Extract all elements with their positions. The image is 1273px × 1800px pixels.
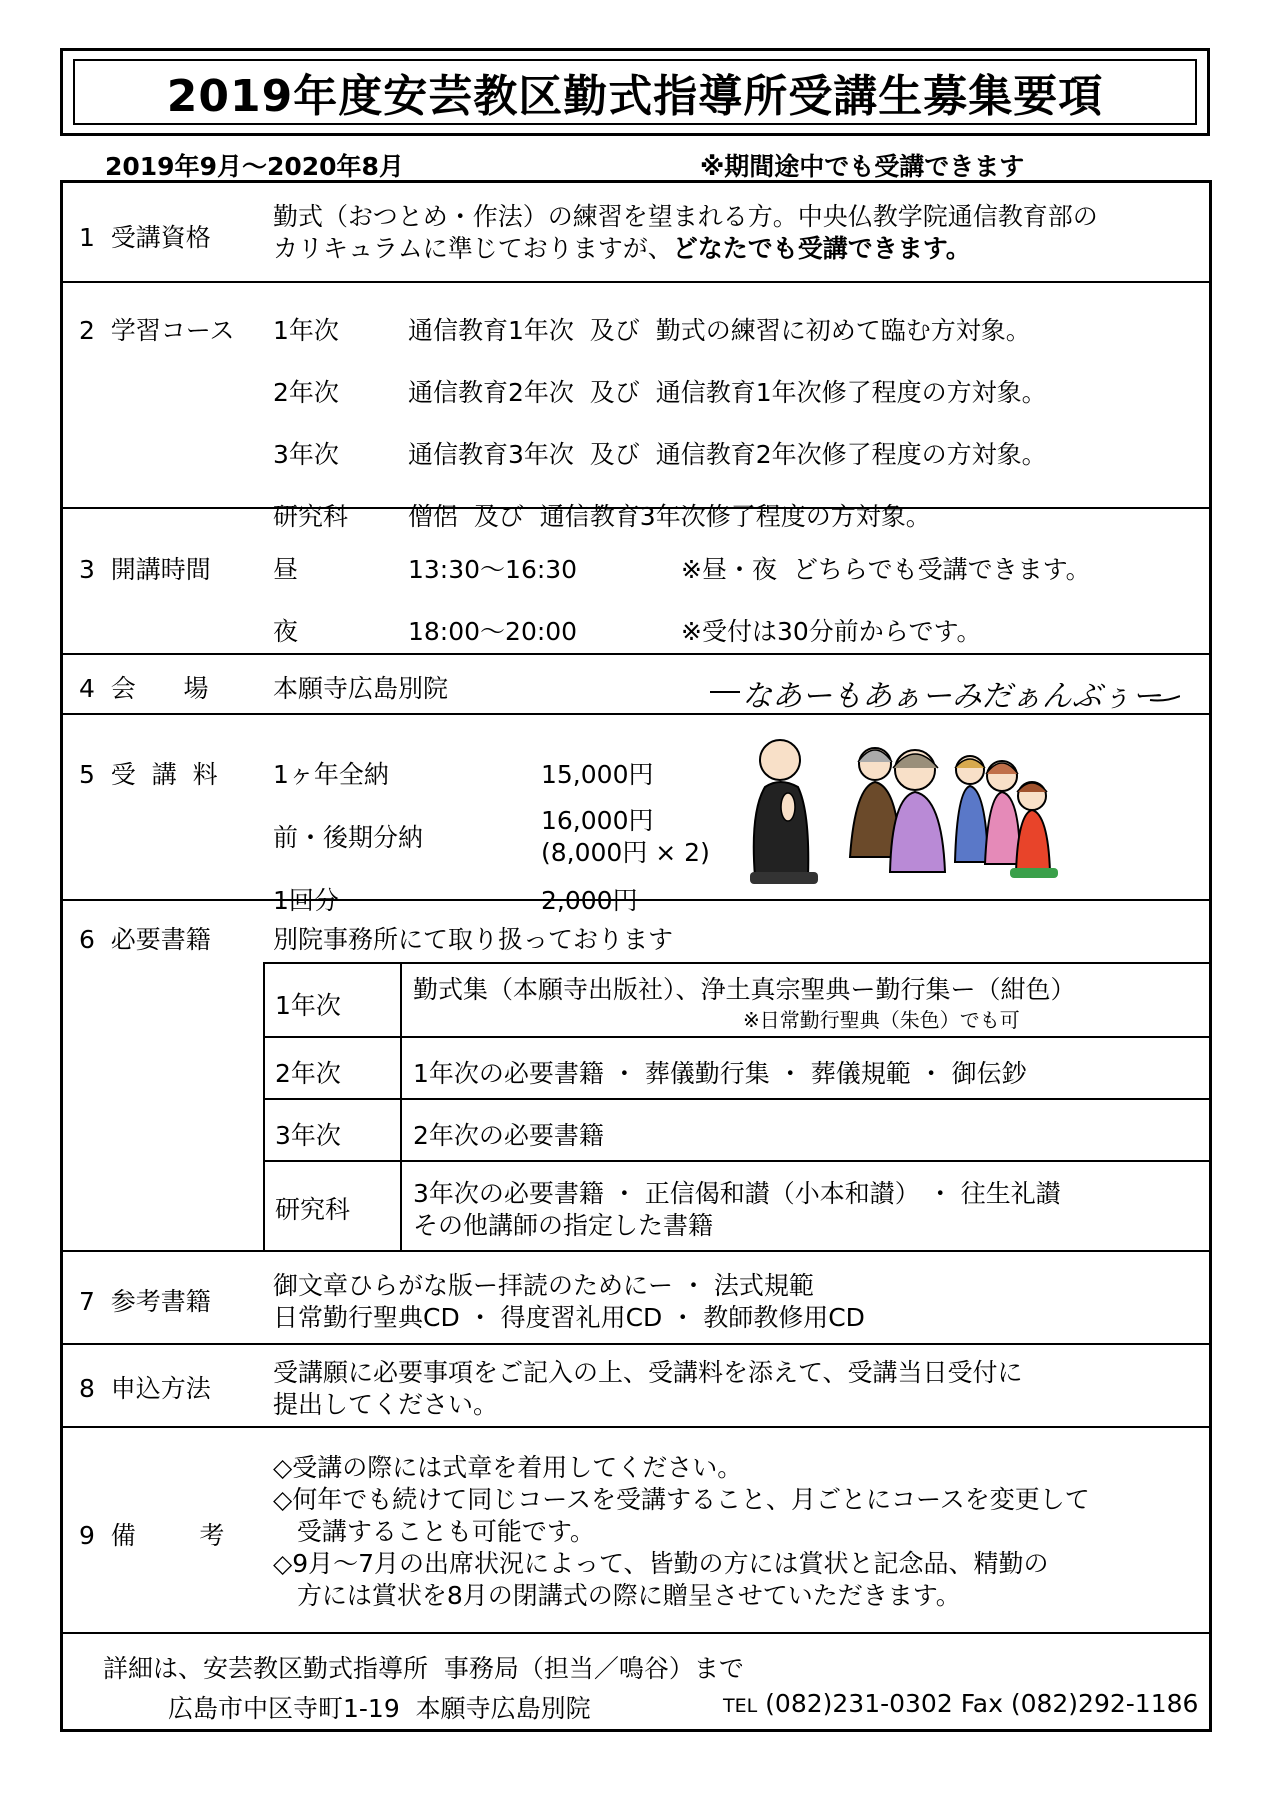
hours-time: 13:30～16:30	[408, 555, 578, 584]
venue-value: 本願寺広島別院	[273, 674, 449, 703]
section-course	[63, 283, 1209, 531]
qualification-emphasis: どなたでも受講できます。	[672, 234, 971, 263]
application-line2: 提出してください。	[273, 1390, 499, 1419]
course-desc: 僧侶 及び 通信教育3年次修了程度の方対象。	[408, 502, 931, 531]
period: 2019年9月～2020年8月	[105, 152, 404, 181]
title-box	[60, 48, 1210, 136]
qualification-line2-text: カリキュラムに準じておりますが、	[273, 234, 673, 263]
hours-when: 昼	[273, 555, 299, 584]
footer-phone	[723, 1689, 1198, 1718]
footer-contact: 詳細は、安芸教区勤式指導所 事務局（担当／鳴谷）まで	[103, 1654, 744, 1683]
section-hours	[63, 530, 1209, 655]
books-row	[265, 964, 1209, 1038]
remarks-line: ◇9月～7月の出席状況によって、皆勤の方には賞状と記念品、精勤の	[273, 1549, 1049, 1578]
remarks-line: ◇受講の際には式章を着用してください。	[273, 1453, 743, 1482]
remarks-line: 方には賞状を8月の閉講式の際に贈呈させていただきます。	[273, 1581, 961, 1610]
books-intro: 別院事務所にて取り扱っております	[273, 925, 674, 954]
footer-address: 広島市中区寺町1-19 本願寺広島別院	[168, 1694, 591, 1723]
books-list: 3年次の必要書籍 ・ 正信偈和讃（小本和讃） ・ 往生礼讃	[413, 1179, 1061, 1208]
fee-name: 前・後期分納	[273, 823, 424, 852]
course-year: 3年次	[273, 440, 339, 469]
qualification-line1: 勤式（おつとめ・作法）の練習を望まれる方。中央仏教学院通信教育部の	[273, 202, 1098, 231]
course-desc: 通信教育3年次 及び 通信教育2年次修了程度の方対象。	[408, 440, 1047, 469]
reference-line2: 日常勤行聖典CD ・ 得度習礼用CD ・ 教師教修用CD	[273, 1303, 865, 1332]
monk-figure	[750, 740, 818, 884]
books-year: 研究科	[275, 1195, 351, 1224]
requirements-table	[60, 180, 1212, 1732]
section-reference	[63, 1252, 1209, 1345]
section-label: 4 会 場	[79, 674, 209, 703]
course-desc: 通信教育2年次 及び 通信教育1年次修了程度の方対象。	[408, 378, 1047, 407]
page-title: 2019年度安芸教区勤式指導所受講生募集要項	[166, 71, 1104, 122]
books-year: 2年次	[275, 1059, 341, 1088]
section-label: 2 学習コース	[79, 316, 235, 345]
books-row	[265, 1162, 1209, 1250]
section-application	[63, 1345, 1209, 1428]
books-note: ※日常勤行聖典（朱色）でも可	[743, 1008, 1020, 1032]
section-label: 1 受講資格	[79, 223, 211, 252]
books-year: 3年次	[275, 1121, 341, 1150]
section-label: 6 必要書籍	[79, 925, 211, 954]
course-year: 2年次	[273, 378, 339, 407]
section-qualification	[63, 183, 1209, 283]
period-note: ※期間途中でも受講できます	[700, 152, 1025, 181]
books-list-extra: その他講師の指定した書籍	[413, 1211, 714, 1240]
books-subtable	[263, 962, 1209, 1250]
fee-amount: 16,000円	[541, 806, 654, 835]
books-row	[265, 1038, 1209, 1100]
books-row	[265, 1100, 1209, 1162]
hours-note: ※受付は30分前からです。	[681, 617, 982, 646]
praying-people-illustration	[710, 672, 1180, 902]
section-label: 7 参考書籍	[79, 1287, 211, 1316]
books-list: 勤式集（本願寺出版社）、浄土真宗聖典ー勤行集ー（紺色）	[413, 975, 1076, 1004]
laypeople-group	[850, 748, 1058, 878]
title-inner-frame	[73, 59, 1197, 125]
fee-name: 1回分	[273, 886, 339, 915]
fee-name: 1ヶ年全納	[273, 760, 389, 789]
course-year: 1年次	[273, 316, 339, 345]
hours-when: 夜	[273, 617, 299, 646]
hours-note: ※昼・夜 どちらでも受講できます。	[681, 555, 1091, 584]
qualification-line2	[273, 229, 971, 265]
books-list: 2年次の必要書籍	[413, 1121, 604, 1150]
fee-split: (8,000円 × 2)	[541, 838, 710, 867]
books-list: 1年次の必要書籍 ・ 葬儀勤行集 ・ 葬儀規範 ・ 御伝鈔	[413, 1059, 1027, 1088]
section-label: 3 開講時間	[79, 555, 211, 584]
course-year: 研究科	[273, 502, 349, 531]
reference-line1: 御文章ひらがな版ー拝読のためにー ・ 法式規範	[273, 1271, 814, 1300]
remarks-line: 受講することも可能です。	[273, 1517, 595, 1546]
application-line1: 受講願に必要事項をご記入の上、受講料を添えて、受講当日受付に	[273, 1358, 1023, 1387]
section-label: 9 備 考	[79, 1521, 225, 1550]
books-year: 1年次	[275, 991, 341, 1020]
hours-time: 18:00～20:00	[408, 617, 578, 646]
section-books	[63, 906, 1209, 1252]
section-label: 8 申込方法	[79, 1374, 211, 1403]
section-label: 5 受 講 料	[79, 760, 218, 789]
footer-phone-numbers: (082)231-0302 Fax (082)292-1186	[765, 1689, 1199, 1718]
fee-amount: 15,000円	[541, 760, 654, 789]
remarks-line: ◇何年でも続けて同じコースを受講すること、月ごとにコースを変更して	[273, 1485, 1090, 1514]
phone-icon: TEL	[723, 1695, 758, 1717]
fee-amount: 2,000円	[541, 886, 638, 915]
course-desc: 通信教育1年次 及び 勤式の練習に初めて臨む方対象。	[408, 316, 1031, 345]
section-remarks	[63, 1428, 1209, 1634]
chant-text: なあーもあぁーみだぁんぶぅー	[742, 679, 1162, 714]
